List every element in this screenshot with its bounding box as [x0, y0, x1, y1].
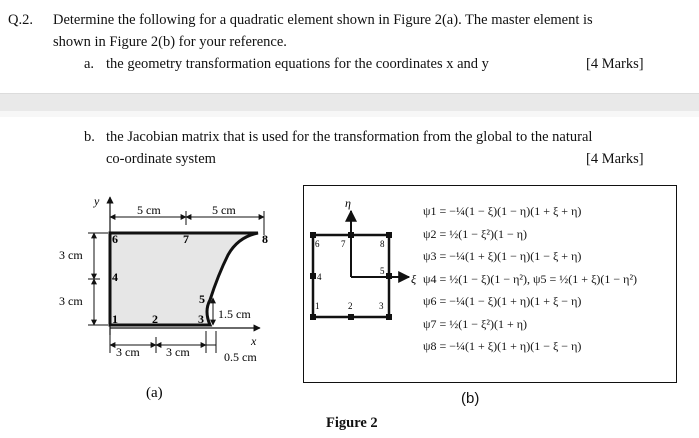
master-node-6: 6 [315, 239, 320, 249]
part-b-text-line-1: the Jacobian matrix that is used for the transformation from the global to the natural [106, 129, 593, 145]
figure-caption: Figure 2 [326, 415, 378, 431]
master-node-1: 1 [315, 301, 320, 311]
master-node-4: 4 [317, 272, 322, 282]
part-b-label: b. [84, 129, 95, 145]
dim-bottom-left: 3 cm [116, 345, 140, 359]
node-5: 5 [199, 292, 205, 306]
figure-b-master-element [303, 185, 433, 381]
node-7: 7 [183, 232, 189, 246]
master-node-3: 3 [379, 301, 384, 311]
master-node-5: 5 [380, 266, 385, 276]
figure-a-diagram [50, 185, 290, 405]
shape-function-2: ψ2 = ½(1 − ξ²)(1 − η) [423, 226, 528, 241]
node-6: 6 [112, 232, 118, 246]
part-a-label: a. [84, 56, 95, 72]
question-number: Q.2. [8, 12, 33, 28]
shape-function-list [423, 200, 637, 358]
figure-a-caption: (a) [146, 385, 163, 401]
dim-top-left: 5 cm [137, 203, 161, 217]
y-axis-label: y [94, 194, 100, 208]
shape-function-6: ψ6 = −¼(1 − ξ)(1 + η)(1 + ξ − η) [423, 294, 582, 308]
question-line-1: Determine the following for a quadratic element shown in Figure 2(a). The master element is [53, 12, 593, 28]
dim-bottom-right: 3 cm [166, 345, 190, 359]
part-b-marks: [4 Marks] [586, 151, 644, 167]
node-2: 2 [152, 312, 158, 326]
dim-right-small: 1.5 cm [218, 307, 251, 321]
dim-left-bottom: 3 cm [59, 294, 83, 308]
page-divider-band [0, 93, 699, 113]
node-8: 8 [262, 232, 268, 246]
master-node-7: 7 [341, 239, 346, 249]
shape-function-3: ψ3 = −¼(1 + ξ)(1 − η)(1 − ξ + η) [423, 249, 582, 263]
shape-function-8: ψ8 = −¼(1 + ξ)(1 + η)(1 − ξ − η) [423, 339, 582, 353]
node-1: 1 [112, 312, 118, 326]
part-a-text: the geometry transformation equations for the coordinates x and y [106, 56, 489, 72]
dim-left-top: 3 cm [59, 248, 83, 262]
node-4: 4 [112, 270, 118, 284]
figure-b-caption: (b) [461, 390, 480, 407]
eta-axis-label: η [345, 196, 351, 210]
part-b-text-line-2: co-ordinate system [106, 151, 216, 167]
shape-function-1: ψ1 = −¼(1 − ξ)(1 − η)(1 + ξ + η) [423, 204, 582, 218]
master-node-8: 8 [380, 239, 385, 249]
dim-offset: 0.5 cm [224, 350, 257, 364]
part-a-marks: [4 Marks] [586, 56, 644, 72]
question-line-2: shown in Figure 2(b) for your reference. [53, 34, 287, 50]
shape-function-7: ψ7 = ½(1 − ξ²)(1 + η) [423, 316, 528, 331]
dim-top-right: 5 cm [212, 203, 236, 217]
xi-axis-label: ξ [411, 272, 417, 286]
node-3: 3 [198, 312, 204, 326]
master-node-2: 2 [348, 301, 353, 311]
page-divider-shadow [0, 111, 699, 117]
shape-function-4-5: ψ4 = ½(1 − ξ)(1 − η²), ψ5 = ½(1 + ξ)(1 − η²) [423, 271, 638, 286]
x-axis-label: x [251, 334, 257, 348]
